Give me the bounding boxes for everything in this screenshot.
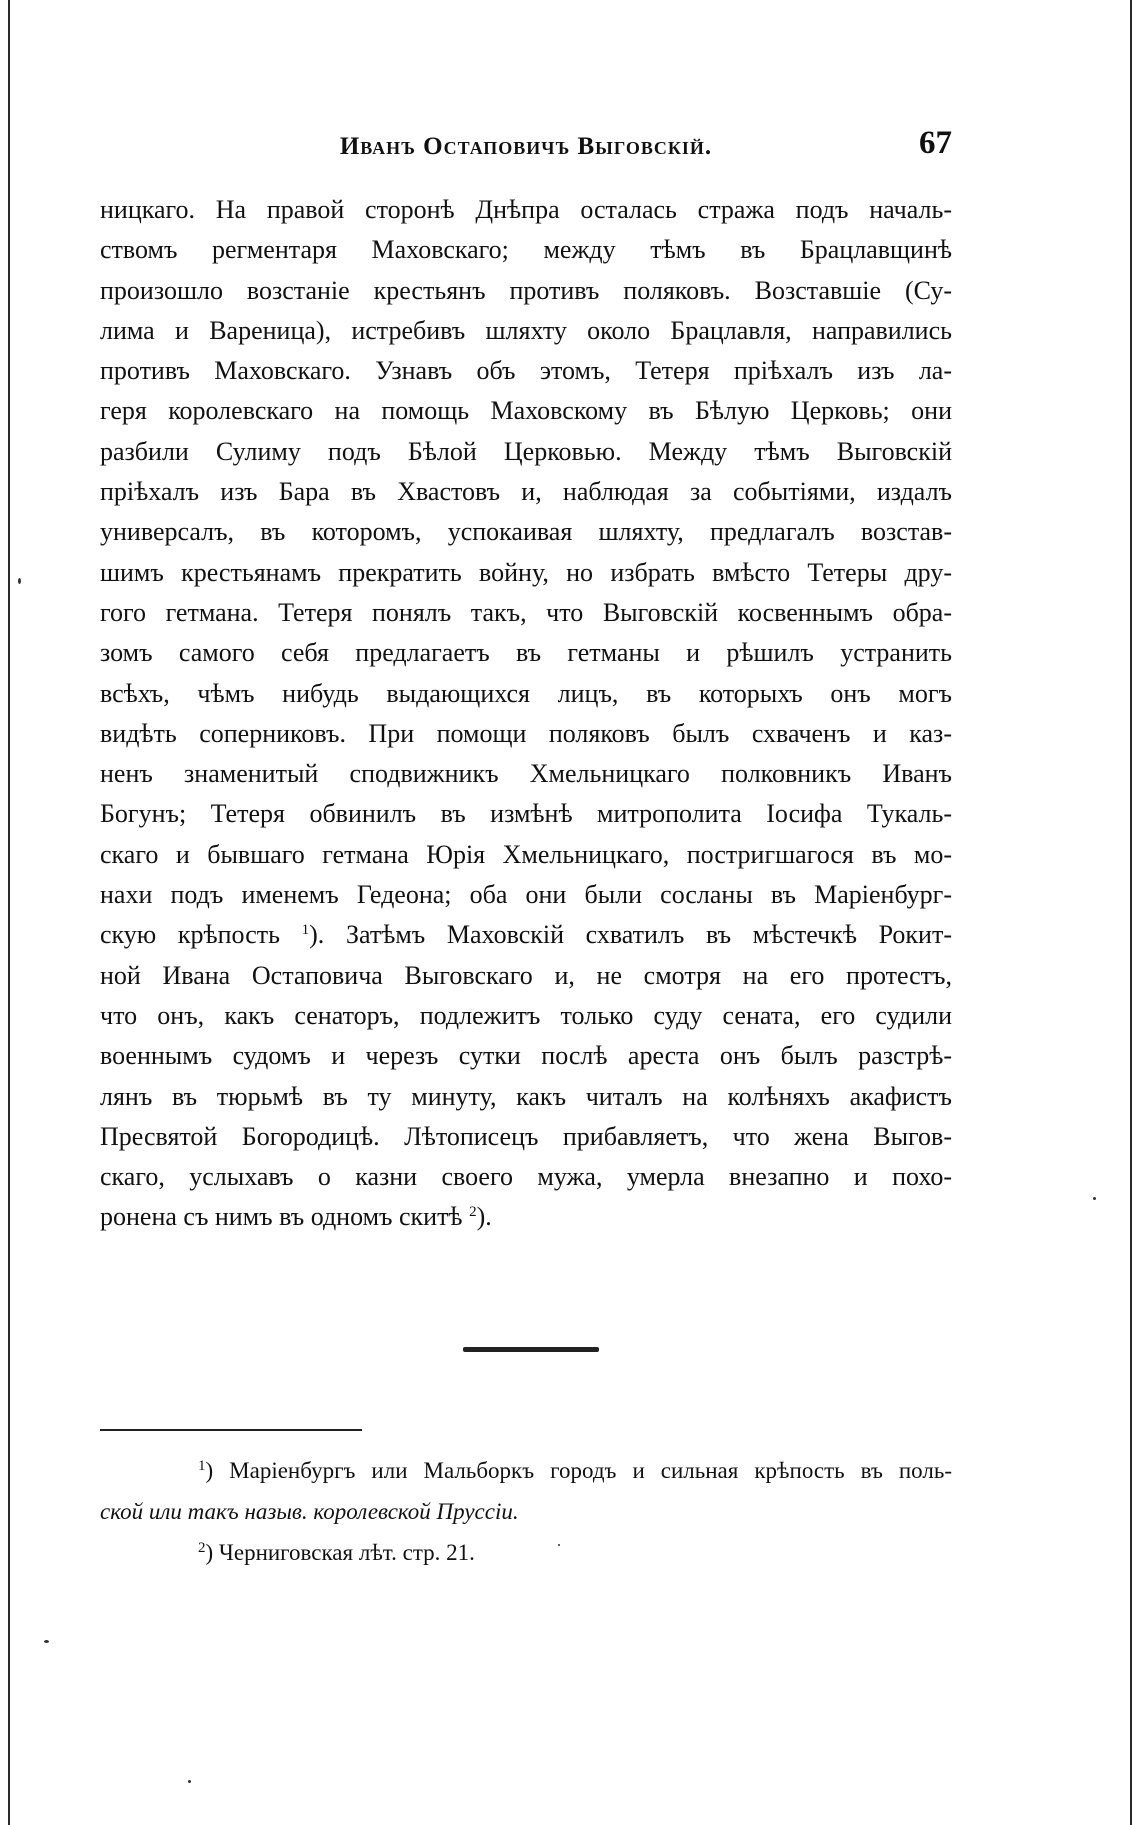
text-line-with-footnote-ref — [100, 1197, 952, 1237]
end-ornament — [463, 1347, 599, 1352]
text-line: лянъ въ тюрьмѣ въ ту минуту, какъ читалъ на колѣняхъ акафистъ — [100, 1081, 952, 1111]
page-edge-right — [1130, 0, 1132, 1825]
text-line: пріѣхалъ изъ Бара въ Хвастовъ и, наблюдая за событіями, издалъ — [100, 477, 952, 507]
page-number: 67 — [919, 125, 952, 161]
text-line: видѣть соперниковъ. При помощи поляковъ былъ схваченъ и каз- — [100, 718, 952, 748]
text-line: лима и Вареница), истребивъ шляхту около Брацлавля, направились — [100, 315, 952, 345]
text-line: что онъ, какъ сенаторъ, подлежитъ только суду сената, его судили — [100, 1000, 952, 1030]
body-text — [100, 190, 952, 1238]
text-line: ствомъ регментаря Маховскаго; между тѣмъ въ Брацлавщинѣ — [100, 235, 952, 265]
line-segment: скую крѣпость — [100, 920, 302, 950]
text-line: разбили Сулиму подъ Бѣлой Церковью. Между тѣмъ Выговскій — [100, 436, 952, 466]
text-line: противъ Маховскаго. Узнавъ объ этомъ, Тетеря пріѣхалъ изъ ла- — [100, 356, 952, 386]
footnote-text: ) Маріенбургъ или Мальборкъ городъ и сильная крѣпость въ поль- — [205, 1458, 952, 1483]
footnote-text: ) Черниговская лѣт. стр. 21. — [205, 1540, 475, 1565]
ink-speck — [1093, 1197, 1096, 1200]
line-segment: ронена съ нимъ въ одномъ скитѣ — [100, 1202, 470, 1232]
ink-speck — [188, 1780, 191, 1783]
text-line: ницкаго. На правой сторонѣ Днѣпра осталась стража подъ началь- — [100, 195, 952, 224]
ink-speck — [18, 578, 21, 584]
text-line: универсалъ, въ которомъ, успокаивая шляхту, предлагалъ возстав- — [100, 517, 952, 547]
running-head — [100, 125, 952, 169]
ink-speck — [558, 1544, 560, 1546]
footnote-marker: 2 — [198, 1540, 206, 1556]
text-line: скаго, услыхавъ о казни своего мужа, умерла внезапно и похо- — [100, 1162, 952, 1192]
text-line: Богунъ; Тетеря обвинилъ въ измѣнѣ митрополита Іосифа Тукаль- — [100, 799, 952, 829]
footnote-text: ской или такъ назыв. королевской Пруссіи. — [100, 1499, 519, 1524]
running-title: Иванъ Остаповичъ Выговскій. — [339, 133, 713, 160]
text-line: нахи подъ именемъ Гедеона; оба они были сосланы въ Маріенбург- — [100, 880, 952, 910]
text-line: Пресвятой Богородицѣ. Лѣтописецъ прибавляетъ, что жена Выгов- — [100, 1121, 952, 1151]
text-line: произошло возстаніе крестьянъ противъ поляковъ. Возставшіе (Су- — [100, 275, 952, 305]
page-edge-left — [8, 0, 10, 1825]
footnote-1 — [100, 1450, 952, 1491]
text-line: ной Ивана Остаповича Выговскаго и, не смотря на его протестъ, — [100, 960, 952, 990]
footnote-rule — [100, 1429, 362, 1431]
line-segment: ). — [476, 1202, 492, 1232]
footnote-ref-1[interactable]: 1 — [301, 922, 310, 939]
text-line: зомъ самого себя предлагаетъ въ гетманы и рѣшилъ устранить — [100, 638, 952, 668]
footnote-1-continued — [100, 1491, 952, 1532]
footnote-ref-2[interactable]: 2 — [469, 1204, 477, 1221]
ink-speck — [44, 1640, 49, 1643]
text-line: всѣхъ, чѣмъ нибудь выдающихся лицъ, въ которыхъ онъ могъ — [100, 678, 952, 708]
line-segment: ). Затѣмъ Маховскій схватилъ въ мѣстечкѣ Рокит- — [309, 920, 952, 950]
footnotes — [100, 1450, 952, 1573]
text-line: скаго и бывшаго гетмана Юрія Хмельницкаго, постригшагося въ мо- — [100, 839, 952, 869]
footnote-2 — [100, 1532, 952, 1573]
text-line-with-footnote-ref — [100, 915, 952, 955]
text-line: ненъ знаменитый сподвижникъ Хмельницкаго полковникъ Иванъ — [100, 759, 952, 789]
text-line: гого гетмана. Тетеря понялъ такъ, что Выговскій косвеннымъ обра- — [100, 597, 952, 627]
footnote-marker: 1 — [198, 1458, 206, 1474]
text-line: шимъ крестьянамъ прекратить войну, но избрать вмѣсто Тетеры дру- — [100, 557, 952, 587]
text-line: геря королевскаго на помощь Маховскому въ Бѣлую Церковь; они — [100, 396, 952, 426]
text-line: военнымъ судомъ и черезъ сутки послѣ ареста онъ былъ разстрѣ- — [100, 1041, 952, 1071]
